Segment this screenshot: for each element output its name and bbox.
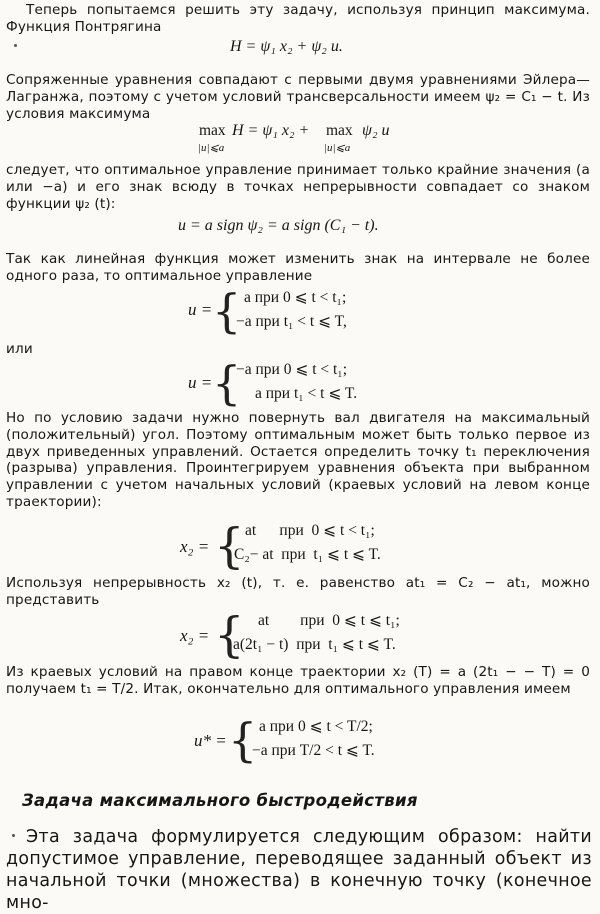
paragraph-1: Теперь попытаемся решить эту задачу, используя принцип максимума. Функция Понтрягина xyxy=(6,2,590,35)
case1-row2: −a при t₁ < t ⩽ T, xyxy=(236,313,347,330)
paragraph-3: следует, что оптимальное управление принимает только крайние значения (a или −a) и его знак всюду в точках непрерывности совпадает со знаком функции ψ₂ (t): xyxy=(6,162,590,212)
case3-row2: C₂− at при t₁ ⩽ t ⩽ T. xyxy=(234,546,381,563)
paragraph-9: Эта задача формулируется следующим образом: найти допустимое управление, переводящее заданный объект из начальной точки (множества) в конечную точку (конечное мно- xyxy=(6,827,592,913)
paragraph-8: Из краевых условий на правом конце траектории x₂ (T) = a (2t₁ − − T) = 0 получаем t₁ = T/2. Итак, окончательно для оптимального управления имеем xyxy=(6,664,590,697)
formula-sign: u = a sign ψ₂ = a sign (C₁ − t). xyxy=(178,217,379,234)
case5-row1: a при 0 ⩽ t < T/2; xyxy=(259,718,373,735)
paragraph-6: Но по условию задачи нужно повернуть вал двигателя на максимальный (положительный) угол. Поэтому оптимальным может быть только первое из двух приведенных управлений. Остается определить точку t₁ переключения (разрыва) управления. Проинтегрируем уравнения объекта при выбранном управлении с учетом начальных условий (краевых условий на левом конце траектории): xyxy=(6,410,590,510)
paragraph-7: Используя непрерывность x₂ (t), т. е. равенство at₁ = C₂ − at₁, можно представить xyxy=(6,575,590,608)
brace: { xyxy=(212,284,242,338)
max-expression: H = ψ₁ x₂ + xyxy=(232,122,310,139)
brace: { xyxy=(214,518,245,574)
case4-row2: a(2t₁ − t) при t₁ ⩽ t ⩽ T. xyxy=(233,636,396,653)
brace: { xyxy=(228,713,258,767)
max-label-2: max xyxy=(326,122,353,139)
paragraph-4: Так как линейная функция может изменить знак на интервале не более одного раза, то оптимальное управление xyxy=(6,251,590,284)
max-tail: ψ₂ u xyxy=(362,122,390,139)
brace: { xyxy=(214,607,245,663)
case4-lhs: x₂ = xyxy=(180,626,210,645)
paragraph-or: или xyxy=(6,341,33,357)
max-constraint-2: |u|⩽a xyxy=(324,142,351,154)
case5-row2: −a при T/2 < t ⩽ T. xyxy=(252,742,375,759)
paragraph-2: Сопряженные уравнения совпадают с первыми двумя уравнениями Эйлера—Лагранжа, поэтому с учетом условий трансверсальности имеем ψ₂ = C₁ − t. Из условия максимума xyxy=(6,72,590,122)
case2-lhs: u = xyxy=(188,373,213,392)
case1-row1: a при 0 ⩽ t < t₁; xyxy=(244,289,347,306)
case2-row1: −a при 0 ⩽ t < t₁; xyxy=(236,361,348,378)
case2-row2: a при t₁ < t ⩽ T. xyxy=(255,385,358,402)
print-speck xyxy=(12,834,15,837)
case4-row1: at при 0 ⩽ t ⩽ t₁; xyxy=(258,612,400,629)
case3-lhs: x₂ = xyxy=(180,537,210,556)
case3-row1: at при 0 ⩽ t < t₁; xyxy=(245,522,375,539)
case5-lhs: u* = xyxy=(194,731,227,750)
case1-lhs: u = xyxy=(188,300,213,319)
formula-pontryagin-function: H = ψ₁ x₂ + ψ₂ u. xyxy=(230,38,343,55)
print-speck xyxy=(14,44,17,47)
brace: { xyxy=(212,356,242,410)
max-label-1: max xyxy=(199,122,226,139)
max-constraint-1: |u|⩽a xyxy=(198,142,225,154)
section-heading: Задача максимального быстродействия xyxy=(22,791,418,810)
